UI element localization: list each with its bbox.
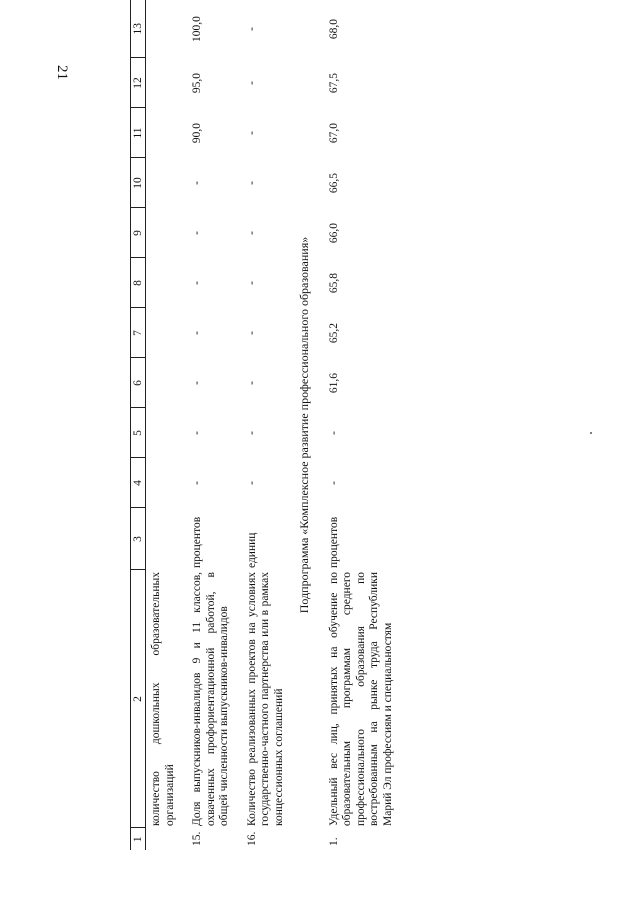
col-header: 1 (131, 828, 146, 850)
indicator-name: Количество реализованных проектов на условиях государственно-частного партнерства или в рамках концессионных соглашений (245, 572, 285, 826)
page-number: 21 (54, 65, 70, 80)
value-cell: - (245, 131, 258, 135)
table-row (320, 0, 402, 850)
col-header: 13 (131, 0, 146, 58)
unit: процентов (327, 516, 340, 568)
col-header: 9 (131, 208, 146, 258)
value-cell: 90,0 (191, 122, 203, 144)
subprogram-row (292, 0, 320, 850)
value-cell: - (191, 331, 203, 335)
value-cell: - (191, 381, 203, 385)
value-cell: - (191, 481, 203, 485)
value-cell: 68,0 (327, 18, 340, 40)
value-cell: 65,8 (327, 272, 340, 294)
value-cell: - (191, 231, 203, 235)
col-header: 4 (131, 458, 146, 508)
scan-speck (590, 432, 592, 434)
col-header: 7 (131, 308, 146, 358)
table-row (238, 0, 293, 850)
value-cell: - (327, 481, 340, 485)
value-cell: - (245, 231, 258, 235)
value-cell: - (245, 281, 258, 285)
value-cell: - (191, 281, 203, 285)
value-cell: - (327, 431, 340, 435)
row-number: 1. (327, 837, 340, 846)
value-cell: 61,6 (327, 372, 340, 394)
table-row (146, 0, 184, 850)
col-header: 12 (131, 58, 146, 108)
col-header: 3 (131, 508, 146, 570)
value-cell: - (245, 481, 258, 485)
col-header: 6 (131, 358, 146, 408)
value-cell: 95,0 (191, 72, 203, 94)
rotated-page (130, 0, 639, 850)
table-header-row (131, 0, 146, 850)
value-cell: - (191, 181, 203, 185)
indicator-name: Доля выпускников-инвалидов 9 и 11 классов, охваченных профориентационной работой, в общей численности выпускников-инвалидов (191, 572, 230, 826)
unit: процентов (191, 516, 203, 568)
value-cell: - (245, 81, 258, 85)
row-number: 16. (245, 831, 258, 846)
indicators-table (130, 0, 401, 850)
indicator-name: количество дошкольных образовательных организаций (150, 572, 176, 826)
col-header: 2 (131, 570, 146, 828)
value-cell: 100,0 (191, 16, 203, 42)
value-cell: - (245, 431, 258, 435)
table-row (183, 0, 238, 850)
value-cell: 65,2 (327, 322, 340, 344)
value-cell: 67,5 (327, 72, 340, 94)
value-cell: - (245, 381, 258, 385)
unit: единиц (245, 532, 258, 568)
value-cell: - (245, 331, 258, 335)
row-number: 15. (191, 831, 203, 846)
value-cell: - (245, 181, 258, 185)
subprogram-title: Подпрограмма «Комплексное развитие профессионального образования» (297, 236, 311, 614)
col-header: 11 (131, 108, 146, 158)
col-header: 8 (131, 258, 146, 308)
col-header: 10 (131, 158, 146, 208)
value-cell: 66,0 (327, 222, 340, 244)
value-cell: 67,0 (327, 122, 340, 144)
value-cell: 66,5 (327, 172, 340, 194)
indicator-name: Удельный вес лиц, принятых на обучение по образовательным программам среднего профессионального образования по востребованным на рынке труда Республики Марий Эл профессиям и специальностям (327, 572, 394, 826)
col-header: 5 (131, 408, 146, 458)
value-cell: - (191, 431, 203, 435)
value-cell: - (245, 27, 258, 31)
